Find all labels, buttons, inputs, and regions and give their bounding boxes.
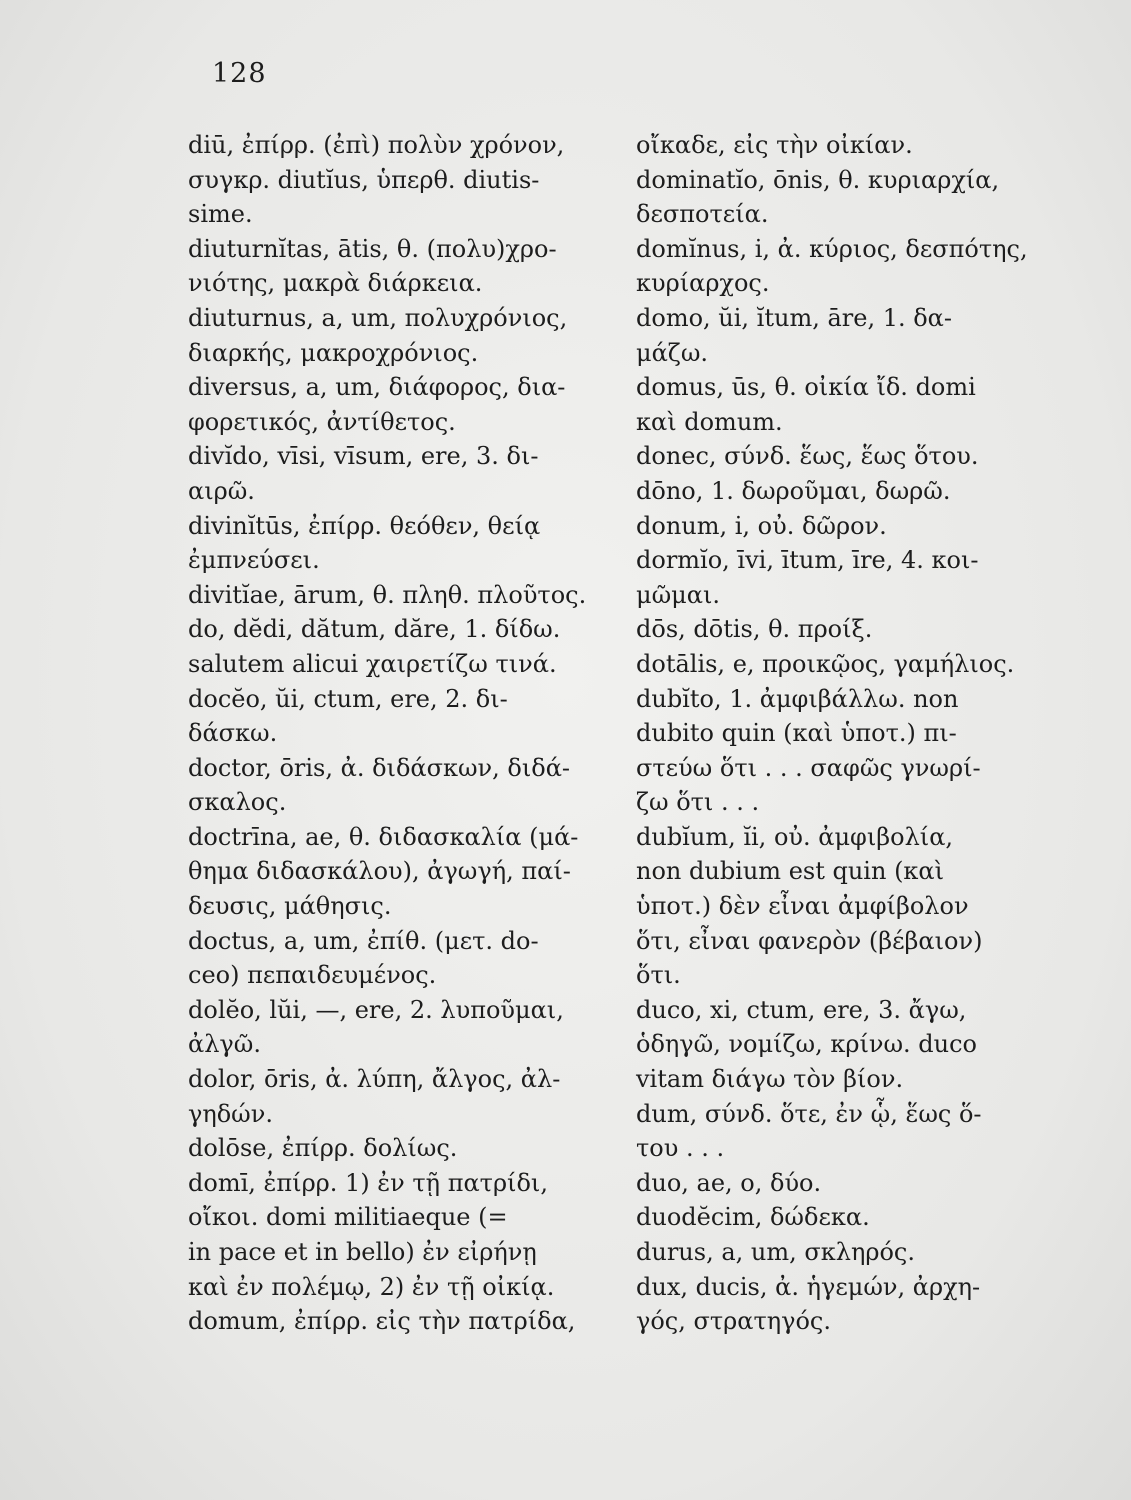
entry-line: doctor, ōris, ἀ. διδάσκων, διδά- [188, 753, 571, 782]
entry-line: dōs, dōtis, θ. προίξ. [636, 615, 873, 644]
dictionary-entry [636, 682, 1056, 820]
entry-line: donec, σύνδ. ἕως, ἕως ὅτου. [636, 442, 979, 471]
page-number: 128 [212, 58, 267, 89]
entry-line: του . . . [636, 1134, 725, 1163]
dictionary-entry [188, 439, 608, 508]
dictionary-entry [188, 232, 608, 301]
entry-line: δεσποτεία. [636, 200, 769, 229]
dictionary-entry [188, 301, 608, 370]
dictionary-entry [636, 163, 1056, 232]
entry-line: μῶμαι. [636, 580, 721, 609]
right-column [636, 128, 1056, 1339]
dictionary-entry [188, 1304, 608, 1339]
left-column [188, 128, 608, 1339]
entry-line: divĭdo, vīsi, vīsum, ere, 3. δι- [188, 442, 539, 471]
entry-line: φορετικός, ἀντίθετος. [188, 407, 456, 436]
entry-line: συγκρ. diutĭus, ὑπερθ. diutis- [188, 165, 540, 194]
dictionary-entry [188, 578, 608, 613]
entry-line: sime. [188, 200, 253, 229]
dictionary-entry [188, 370, 608, 439]
dictionary-entry [636, 993, 1056, 1097]
entry-line: θημα διδασκάλου), ἀγωγή, παί- [188, 857, 571, 886]
entry-line: νιότης, μακρὰ διάρκεια. [188, 269, 483, 298]
entry-line: μάζω. [636, 338, 709, 367]
dictionary-entry [188, 682, 608, 751]
dictionary-entry [636, 474, 1056, 509]
entry-line: domum, ἐπίρρ. εἰς τὴν πατρίδα, [188, 1307, 576, 1336]
entry-line: dux, ducis, ἀ. ἡγεμών, ἀρχη- [636, 1272, 981, 1301]
entry-line: ὑποτ.) δὲν εἶναι ἀμφίβολον [636, 892, 969, 921]
entry-line: κυρίαρχος. [636, 269, 770, 298]
entry-line: do, dĕdi, dătum, dăre, 1. δίδω. [188, 615, 561, 644]
entry-line: dolĕo, lŭi, —, ere, 2. λυποῦμαι, [188, 995, 564, 1024]
entry-line: salutem alicui χαιρετίζω τινά. [188, 649, 557, 678]
entry-line: doctus, a, um, ἐπίθ. (μετ. do- [188, 926, 539, 955]
dictionary-entry [188, 1166, 608, 1304]
entry-line: dolōse, ἐπίρρ. δολίως. [188, 1134, 458, 1163]
dictionary-entry [636, 820, 1056, 993]
dictionary-entry [188, 128, 608, 232]
dictionary-entry [636, 301, 1056, 370]
entry-line: δάσκω. [188, 719, 278, 748]
entry-line: diversus, a, um, διάφορος, δια- [188, 373, 566, 402]
entry-line: ἐμπνεύσει. [188, 546, 320, 575]
entry-line: διαρκής, μακροχρόνιος. [188, 338, 479, 367]
entry-line: domo, ŭi, ĭtum, āre, 1. δα- [636, 303, 952, 332]
dictionary-entry [188, 751, 608, 820]
entry-line: divinĭtūs, ἐπίρρ. θεόθεν, θείᾳ [188, 511, 541, 540]
dictionary-entry [188, 820, 608, 924]
entry-line: in pace et in bello) ἐν εἰρήνῃ [188, 1238, 537, 1266]
entry-line: domĭnus, i, ἀ. κύριος, δεσπότης, [636, 234, 1028, 263]
entry-line: diuturnus, a, um, πολυχρόνιος, [188, 303, 568, 332]
dictionary-entry [188, 993, 608, 1062]
entry-line: δευσις, μάθησις. [188, 892, 392, 921]
entry-line: ceo) πεπαιδευμένος. [188, 961, 437, 990]
dictionary-entry [636, 1270, 1056, 1339]
entry-line: οἴκαδε, εἰς τὴν οἰκίαν. [636, 131, 913, 159]
dictionary-entry [636, 439, 1056, 474]
entry-line: dolor, ōris, ἀ. λύπη, ἄλγος, ἀλ- [188, 1065, 561, 1094]
dictionary-entry [636, 1200, 1056, 1235]
dictionary-entry [636, 612, 1056, 647]
entry-line: ἀλγῶ. [188, 1030, 261, 1059]
entry-line: dubito quin (καὶ ὑποτ.) πι- [636, 719, 957, 748]
dictionary-entry [636, 232, 1056, 301]
entry-line: divitĭae, ārum, θ. πληθ. πλοῦτος. [188, 580, 587, 609]
entry-line: duo, ae, o, δύο. [636, 1168, 822, 1197]
entry-line: doctrīna, ae, θ. διδασκαλία (μά- [188, 822, 579, 851]
entry-line: ζω ὅτι . . . [636, 788, 760, 817]
entry-line: αιρῶ. [188, 476, 255, 505]
entry-line: dum, σύνδ. ὅτε, ἐν ᾧ, ἕως ὅ- [636, 1099, 982, 1128]
dictionary-entry [188, 1062, 608, 1131]
entry-line: duco, xi, ctum, ere, 3. ἄγω, [636, 995, 967, 1024]
entry-line: diuturnĭtas, ātis, θ. (πολυ)χρο- [188, 234, 557, 263]
dictionary-entry [188, 509, 608, 578]
entry-line: donum, i, οὐ. δῶρον. [636, 511, 887, 540]
entry-line: diū, ἐπίρρ. (ἐπὶ) πολὺν χρόνον, [188, 131, 565, 159]
entry-line: γηδών. [188, 1099, 273, 1128]
entry-line: duodĕcim, δώδεκα. [636, 1203, 870, 1232]
entry-line: domī, ἐπίρρ. 1) ἐν τῇ πατρίδι, [188, 1168, 548, 1197]
entry-line: ὅτι, εἶναι φανερὸν (βέβαιον) [636, 926, 983, 955]
entry-line: dominatĭo, ōnis, θ. κυριαρχία, [636, 165, 1000, 194]
dictionary-entry [188, 612, 608, 681]
entry-line: docĕo, ŭi, ctum, ere, 2. δι- [188, 684, 508, 713]
entry-line: dotālis, e, προικῷος, γαμήλιος. [636, 649, 1015, 678]
entry-line: vitam διάγω τὸν βίον. [636, 1065, 904, 1094]
entry-line: ὁδηγῶ, νομίζω, κρίνω. duco [636, 1030, 977, 1059]
entry-line: dormĭo, īvi, ītum, īre, 4. κοι- [636, 546, 979, 575]
dictionary-entry [188, 1131, 608, 1166]
entry-line: dōno, 1. δωροῦμαι, δωρῶ. [636, 476, 951, 505]
dictionary-entry [636, 1235, 1056, 1270]
entry-line: καὶ ἐν πολέμῳ, 2) ἐν τῇ οἰκίᾳ. [188, 1272, 555, 1301]
dictionary-entry [636, 543, 1056, 612]
entry-line: ὅτι. [636, 961, 681, 990]
dictionary-entry [636, 1097, 1056, 1166]
entry-line: στεύω ὅτι . . . σαφῶς γνωρί- [636, 753, 981, 782]
entry-line: durus, a, um, σκληρός. [636, 1238, 915, 1266]
dictionary-entry [636, 370, 1056, 439]
dictionary-entry [636, 1166, 1056, 1201]
dictionary-entry [636, 128, 1056, 163]
dictionary-entry [188, 924, 608, 993]
entry-line: γός, στρατηγός. [636, 1307, 831, 1336]
dictionary-entry [636, 647, 1056, 682]
entry-line: dubĭto, 1. ἀμφιβάλλω. non [636, 684, 959, 713]
entry-line: σκαλος. [188, 788, 287, 817]
entry-line: domus, ūs, θ. οἰκία ἴδ. domi [636, 373, 976, 402]
entry-line: non dubium est quin (καὶ [636, 857, 945, 886]
entry-line: dubĭum, ĭi, οὐ. ἀμφιβολία, [636, 822, 954, 851]
dictionary-entry [636, 509, 1056, 544]
entry-line: οἴκοι. domi militiaeque (= [188, 1203, 508, 1232]
entry-line: καὶ domum. [636, 407, 783, 436]
